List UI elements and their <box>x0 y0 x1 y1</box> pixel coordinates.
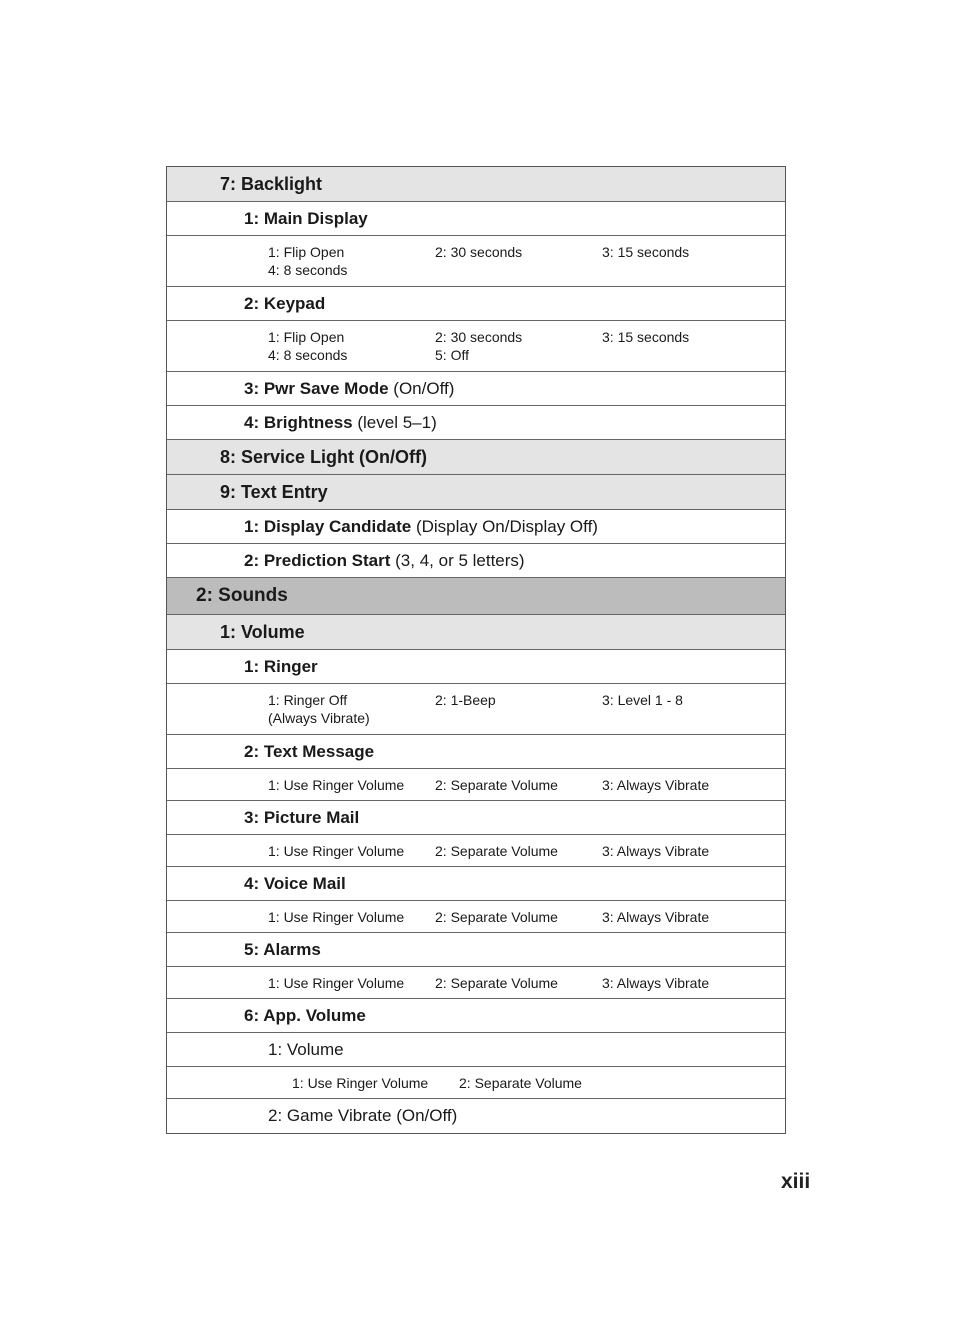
menu-option: 1: Use Ringer Volume <box>268 975 405 991</box>
menu-item-label <box>244 874 346 894</box>
menu-item-title: 2: Sounds <box>196 585 288 606</box>
menu-item-label <box>244 294 325 314</box>
menu-option: 2: 1-Beep <box>435 692 496 708</box>
menu-item-title: 4: Voice Mail <box>244 873 346 893</box>
menu-item-title: 1: Volume <box>220 621 305 642</box>
menu-item-title: 2: Text Message <box>244 741 375 761</box>
menu-item-row <box>167 202 785 236</box>
menu-section-header <box>167 578 785 615</box>
menu-options-row <box>167 321 785 372</box>
menu-item-row <box>167 287 785 321</box>
menu-item-title: 2: Prediction Start <box>244 550 391 570</box>
menu-options-row <box>167 684 785 735</box>
menu-item-row <box>167 933 785 967</box>
menu-option: 1: Flip Open 4: 8 seconds <box>268 244 348 278</box>
menu-item-detail: (On/Off) <box>388 378 455 398</box>
menu-item-title: 7: Backlight <box>220 173 323 194</box>
menu-option: 2: Separate Volume <box>459 1075 582 1091</box>
menu-item-detail: 2: Game Vibrate (On/Off) <box>268 1106 458 1125</box>
menu-item-label <box>244 517 598 537</box>
menu-item-title: 5: Alarms <box>244 939 321 959</box>
menu-option: 3: Always Vibrate <box>602 909 710 925</box>
menu-item-row <box>167 1099 785 1133</box>
menu-option: 2: Separate Volume <box>435 777 558 793</box>
menu-option: 2: 30 seconds <box>435 244 523 260</box>
menu-item-label <box>268 1040 344 1060</box>
menu-item-title: 1: Display Candidate <box>244 516 412 536</box>
menu-option: 3: Always Vibrate <box>602 777 710 793</box>
menu-option: 1: Use Ringer Volume <box>268 777 405 793</box>
menu-option: 1: Flip Open 4: 8 seconds <box>268 329 348 363</box>
menu-item-row <box>167 1033 785 1067</box>
menu-option: 2: Separate Volume <box>435 909 558 925</box>
menu-item-row <box>167 544 785 578</box>
menu-item-label <box>244 742 374 762</box>
menu-item-label <box>244 209 368 229</box>
menu-option: 3: 15 seconds <box>602 244 690 260</box>
menu-item-label <box>244 551 525 571</box>
menu-item-label <box>244 940 321 960</box>
menu-item-row <box>167 650 785 684</box>
menu-option: 1: Ringer Off (Always Vibrate) <box>268 692 370 726</box>
menu-option: 2: Separate Volume <box>435 843 558 859</box>
menu-item-title: 1: Ringer <box>244 656 318 676</box>
menu-option: 2: Separate Volume <box>435 975 558 991</box>
menu-item-row <box>167 372 785 406</box>
menu-item-title: 4: Brightness <box>244 412 353 432</box>
menu-item-label <box>220 622 305 643</box>
menu-item-row <box>167 440 785 475</box>
menu-item-label <box>244 808 359 828</box>
menu-item-label <box>268 1106 457 1126</box>
menu-option: 1: Use Ringer Volume <box>268 843 405 859</box>
menu-item-row <box>167 867 785 901</box>
menu-item-label <box>220 174 322 195</box>
menu-item-label <box>244 413 437 433</box>
menu-item-row <box>167 475 785 510</box>
menu-item-title: 3: Pwr Save Mode <box>244 378 389 398</box>
menu-item-label <box>244 1006 366 1026</box>
menu-item-label <box>244 379 454 399</box>
menu-item-title: 3: Picture Mail <box>244 807 360 827</box>
menu-option: 1: Use Ringer Volume <box>292 1075 429 1091</box>
menu-item-detail: 1: Volume <box>268 1039 344 1059</box>
menu-item-label <box>220 447 427 468</box>
menu-item-row <box>167 406 785 440</box>
menu-options-row <box>167 967 785 999</box>
page-number: xiii <box>781 1170 811 1193</box>
menu-table <box>166 166 786 1134</box>
menu-item-detail: (level 5–1) <box>352 412 437 432</box>
menu-item-title: 8: Service Light (On/Off) <box>220 446 428 467</box>
menu-options-row <box>167 769 785 801</box>
menu-options-row <box>167 835 785 867</box>
menu-option: 3: Always Vibrate <box>602 843 710 859</box>
menu-item-title: 6: App. Volume <box>244 1005 366 1025</box>
menu-item-detail: (Display On/Display Off) <box>411 516 598 536</box>
menu-option: 3: 15 seconds <box>602 329 690 345</box>
menu-option: 3: Always Vibrate <box>602 975 710 991</box>
menu-item-detail: (3, 4, or 5 letters) <box>390 550 525 570</box>
menu-item-label <box>196 585 288 607</box>
menu-item-label <box>220 482 328 503</box>
menu-option: 1: Use Ringer Volume <box>268 909 405 925</box>
menu-item-title: 2: Keypad <box>244 293 326 313</box>
menu-item-row <box>167 167 785 202</box>
menu-item-title: 1: Main Display <box>244 208 368 228</box>
menu-item-title: 9: Text Entry <box>220 481 328 502</box>
menu-options-row <box>167 236 785 287</box>
menu-item-row <box>167 735 785 769</box>
menu-item-label <box>244 657 318 677</box>
menu-item-row <box>167 510 785 544</box>
menu-options-row <box>167 1067 785 1099</box>
menu-item-row <box>167 615 785 650</box>
menu-option: 2: 30 seconds 5: Off <box>435 329 523 363</box>
menu-item-row <box>167 801 785 835</box>
menu-option: 3: Level 1 - 8 <box>602 692 683 708</box>
menu-options-row <box>167 901 785 933</box>
menu-item-row <box>167 999 785 1033</box>
